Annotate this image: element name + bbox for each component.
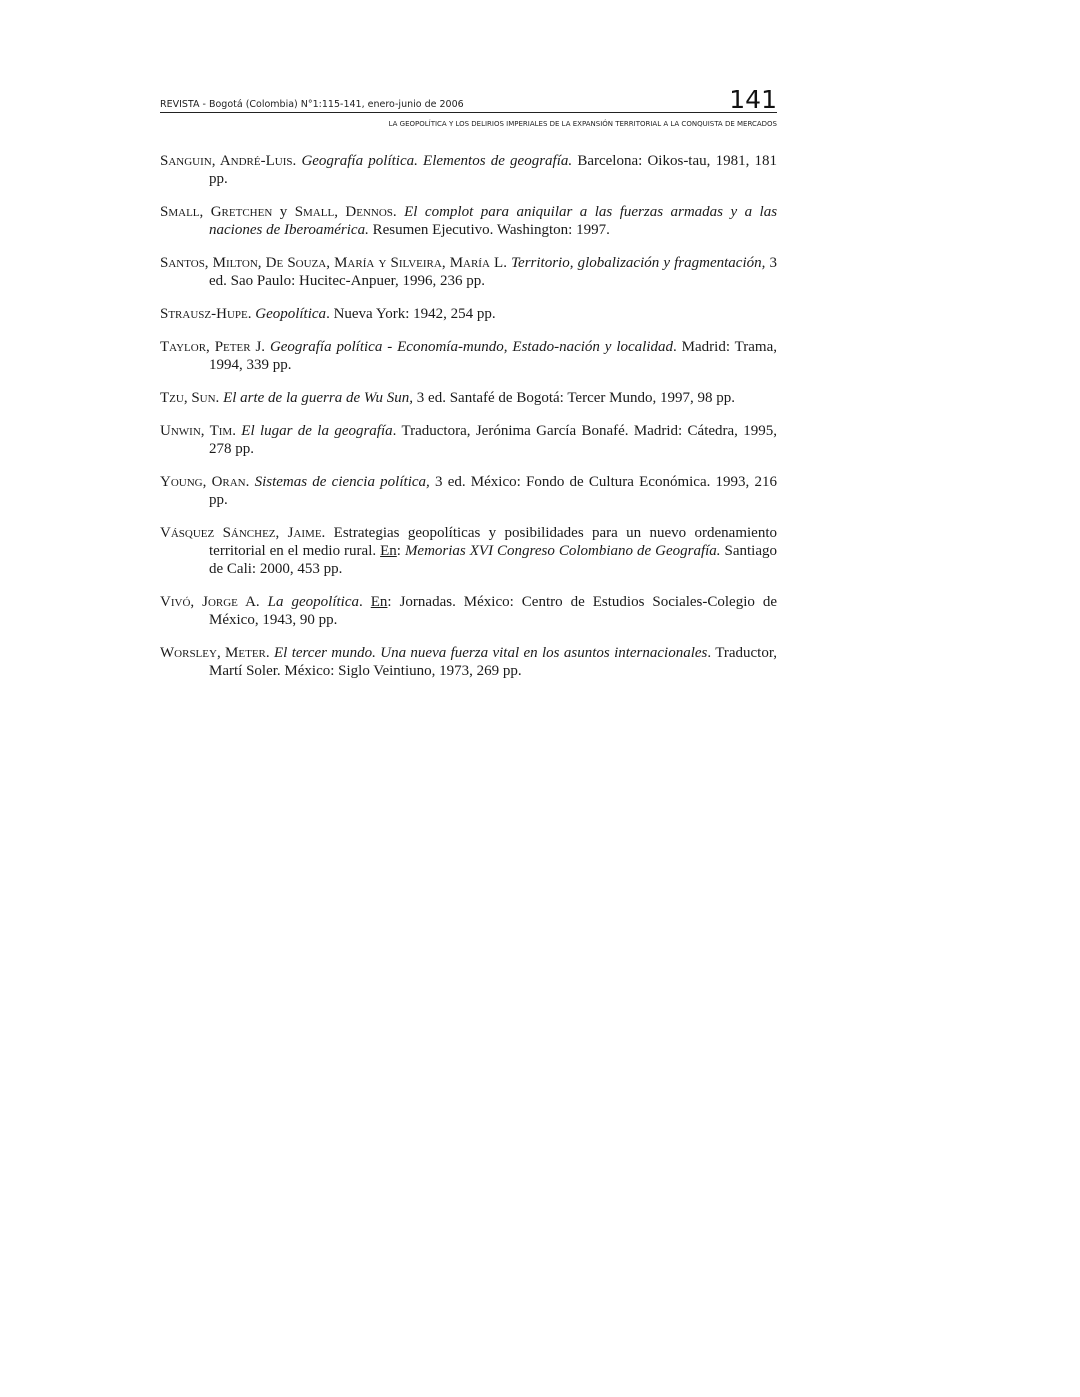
- running-title: LA GEOPOLÍTICA Y LOS DELIRIOS IMPERIALES DE LA EXPANSIÓN TERRITORIAL A LA CONQUISTA DE MERCADOS: [388, 120, 777, 128]
- reference-entry: Santos, Milton, De Souza, María y Silveira, María L. Territorio, globalización y fragmentación, 3 ed. Sao Paulo: Hucitec-Anpuer, 1996, 236 pp.: [160, 255, 778, 289]
- reference-entry: Small, Gretchen y Small, Dennos. El complot para aniquilar a las fuerzas armadas y a las naciones de Iberoamérica. Resumen Ejecutivo. Washington: 1997.: [160, 204, 778, 238]
- reference-entry: Strausz-Hupe. Geopolítica. Nueva York: 1942, 254 pp.: [160, 306, 496, 322]
- reference-list: [160, 152, 777, 680]
- reference-entry: Young, Oran. Sistemas de ciencia política, 3 ed. México: Fondo de Cultura Económica. 1993, 216 pp.: [160, 474, 778, 508]
- reference-entry: Vivó, Jorge A. La geopolítica. En: Jornadas. México: Centro de Estudios Sociales-Colegio de México, 1943, 90 pp.: [160, 594, 778, 628]
- page-number: 141: [729, 85, 777, 114]
- reference-entry: Worsley, Meter. El tercer mundo. Una nueva fuerza vital en los asuntos internacionales. Traductor, Martí Soler. México: Siglo Veintiuno, 1973, 269 pp.: [160, 645, 777, 679]
- reference-entry: Tzu, Sun. El arte de la guerra de Wu Sun, 3 ed. Santafé de Bogotá: Tercer Mundo, 1997, 98 pp.: [160, 390, 735, 406]
- reference-entry: Vásquez Sánchez, Jaime. Estrategias geopolíticas y posibilidades para un nuevo ordenamiento territorial en el medio rural. En: Memorias XVI Congreso Colombiano de Geografía. Santiago de Cali: 2000, 453 pp.: [160, 525, 778, 577]
- reference-entry: Taylor, Peter J. Geografía política - Economía-mundo, Estado-nación y localidad. Madrid: Trama, 1994, 339 pp.: [160, 339, 777, 373]
- journal-citation: REVISTA - Bogotá (Colombia) N°1:115-141, enero-junio de 2006: [160, 99, 464, 110]
- document-page: [160, 86, 777, 685]
- reference-entry: Sanguin, André-Luis. Geografía política. Elementos de geografía. Barcelona: Oikos-tau, 1981, 181 pp.: [160, 153, 778, 187]
- reference-entry: Unwin, Tim. El lugar de la geografía. Traductora, Jerónima García Bonafé. Madrid: Cátedra, 1995, 278 pp.: [160, 423, 778, 457]
- page-header: [160, 86, 777, 113]
